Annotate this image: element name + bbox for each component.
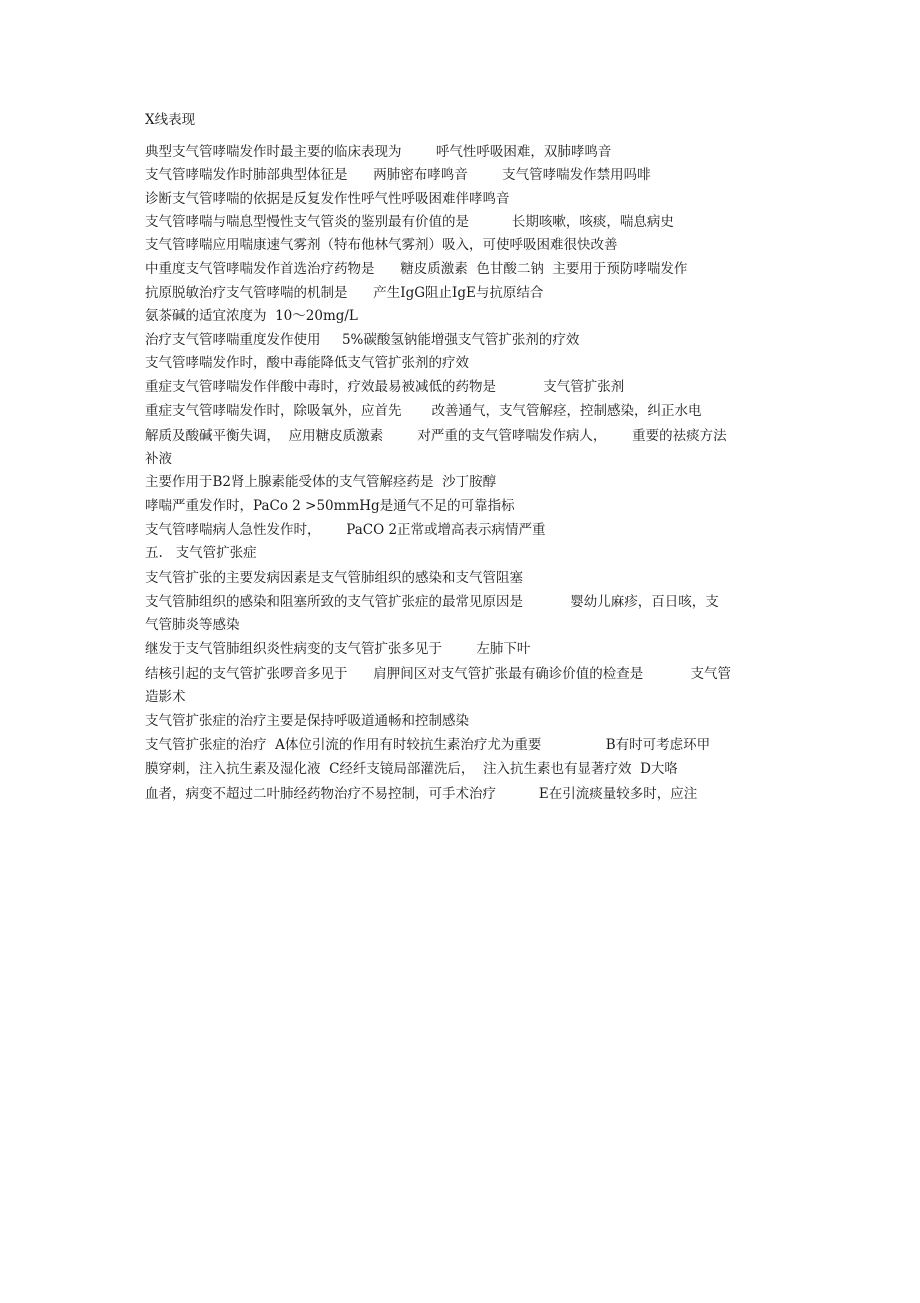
text-line: 支气管扩张症的治疗 A体位引流的作用有时较抗生素治疗尤为重要 B有时可考虑环甲 (145, 737, 711, 753)
text-line: 支气管哮喘发作时肺部典型体征是 两肺密布哮鸣音 支气管哮喘发作禁用吗啡 (145, 167, 651, 183)
text-line: 支气管哮喘与喘息型慢性支气管炎的鉴别最有价值的是 长期咳嗽，咳痰，喘息病史 (145, 214, 674, 230)
text-line: 支气管扩张的主要发病因素是支气管肺组织的感染和支气管阻塞 (145, 570, 523, 586)
text-line: 治疗支气管哮喘重度发作使用 5%碳酸氢钠能增强支气管扩张剂的疗效 (145, 332, 580, 348)
text-line: 支气管哮喘应用喘康速气雾剂（特布他林气雾剂）吸入，可使呼吸困难很快改善 (145, 237, 618, 253)
text-line: 支气管哮喘发作时，酸中毒能降低支气管扩张剂的疗效 (145, 355, 469, 371)
text-line: 解质及酸碱平衡失调， 应用糖皮质激素 对严重的支气管哮喘发作病人， 重要的祛痰方法 (145, 428, 727, 444)
text-line: 中重度支气管哮喘发作首选治疗药物是 糖皮质激素 色甘酸二钠 主要用于预防哮喘发作 (145, 261, 688, 277)
text-line: 气管肺炎等感染 (145, 617, 240, 633)
text-line: 结核引起的支气管扩张啰音多见于 肩胛间区对支气管扩张最有确诊价值的检查是 支气管 (145, 666, 731, 682)
text-line: 补液 (145, 451, 172, 467)
text-line: 主要作用于B2肾上腺素能受体的支气管解痉药是 沙丁胺醇 (145, 474, 497, 490)
text-line: X线表现 (145, 112, 196, 128)
text-line: 哮喘严重发作时，PaCo 2 >50mmHg是通气不足的可靠指标 (145, 498, 515, 514)
text-line: 支气管哮喘病人急性发作时， PaCO 2正常或增高表示病情严重 (145, 522, 546, 538)
text-line: 诊断支气管哮喘的依据是反复发作性呼气性呼吸困难伴哮鸣音 (145, 191, 510, 207)
text-line: 支气管扩张症的治疗主要是保持呼吸道通畅和控制感染 (145, 713, 469, 729)
text-line: 血者，病变不超过二叶肺经药物治疗不易控制，可手术治疗 E在引流痰量较多时，应注 (145, 786, 698, 802)
text-line: 重症支气管哮喘发作伴酸中毒时，疗效最易被减低的药物是 支气管扩张剂 (145, 379, 625, 395)
text-line: 重症支气管哮喘发作时，除吸氧外，应首先 改善通气，支气管解痉，控制感染，纠正水电 (145, 403, 702, 419)
section-heading: 五. 支气管扩张症 (145, 545, 257, 561)
text-line: 继发于支气管肺组织炎性病变的支气管扩张多见于 左肺下叶 (145, 641, 531, 657)
text-line: 膜穿刺，注入抗生素及湿化液 C经纤支镜局部灌洗后， 注入抗生素也有显著疗效 D大咯 (145, 761, 678, 777)
text-line: 造影术 (145, 689, 186, 705)
text-line: 氨茶碱的适宜浓度为 10〜20mg/L (145, 308, 358, 324)
text-line: 抗原脱敏治疗支气管哮喘的机制是 产生IgG阻止IgE与抗原结合 (145, 285, 544, 301)
text-line: 典型支气管哮喘发作时最主要的临床表现为 呼气性呼吸困难，双肺哮鸣音 (145, 144, 612, 160)
text-line: 支气管肺组织的感染和阻塞所致的支气管扩张症的最常见原因是 婴幼儿麻疹，百日咳，支 (145, 594, 719, 610)
